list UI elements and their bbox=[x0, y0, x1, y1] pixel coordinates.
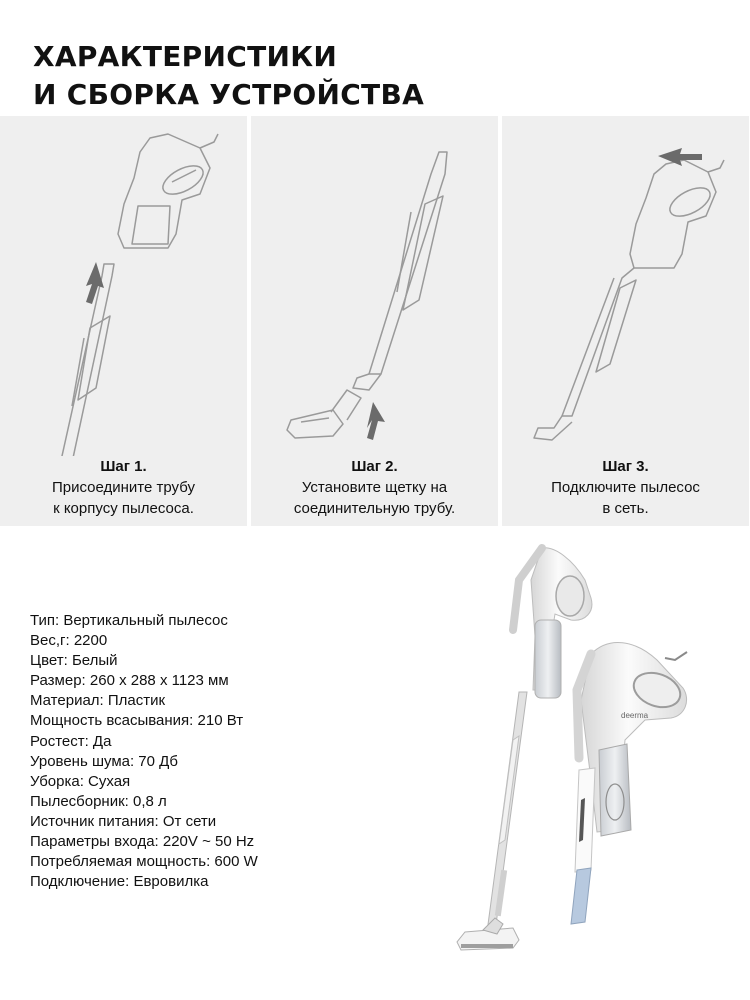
step-3-title: Шаг 3. bbox=[602, 458, 649, 475]
spec-color: Цвет: Белый bbox=[30, 652, 118, 670]
spec-power-source: Источник питания: От сети bbox=[30, 812, 217, 830]
arrow-up-icon bbox=[367, 402, 385, 440]
vacuum-handle-loop bbox=[665, 182, 714, 222]
handheld-vacuum bbox=[571, 643, 687, 924]
power-cord bbox=[708, 160, 724, 172]
step-3-description: Подключите пылесос в сеть. bbox=[551, 479, 700, 517]
title-line-2: И СБОРКА УСТРОЙСТВА bbox=[33, 78, 425, 111]
step-1-description: Присоедините трубу к корпусу пылесоса. bbox=[51, 479, 195, 517]
arrow-up-icon bbox=[86, 262, 104, 304]
specs-list bbox=[30, 611, 258, 892]
spec-input: Параметры входа: 220V ~ 50 Hz bbox=[30, 833, 255, 851]
power-cord bbox=[665, 652, 687, 660]
spec-cleaning: Уборка: Сухая bbox=[30, 772, 131, 790]
spec-suction-power: Мощность всасывания: 210 Вт bbox=[30, 712, 244, 730]
spec-dust-container: Пылесборник: 0,8 л bbox=[30, 792, 167, 810]
step-2-title: Шаг 2. bbox=[351, 458, 398, 475]
vacuum-product-image bbox=[395, 540, 715, 980]
brand-logo: deerma bbox=[621, 711, 649, 720]
step-3-caption bbox=[502, 456, 749, 519]
brush-head-outline bbox=[287, 410, 343, 438]
spec-noise-level: Уровень шума: 70 Дб bbox=[30, 752, 178, 770]
power-cord bbox=[200, 134, 218, 148]
title-line-1: ХАРАКТЕРИСТИКИ bbox=[33, 40, 338, 73]
arrow-left-icon bbox=[658, 148, 702, 166]
tube-outline bbox=[562, 268, 634, 416]
spec-rostest: Ростест: Да bbox=[30, 732, 112, 750]
brush-head-outline bbox=[534, 416, 572, 440]
stick-vacuum bbox=[457, 548, 592, 950]
step-3-panel bbox=[502, 116, 749, 526]
spec-weight: Вес,г: 2200 bbox=[30, 632, 108, 650]
spec-power-consumption: Потребляемая мощность: 600 W bbox=[30, 853, 258, 871]
spec-material: Материал: Пластик bbox=[30, 692, 166, 710]
step-1-panel bbox=[0, 116, 247, 526]
tube-outline bbox=[369, 152, 447, 374]
step-1-caption bbox=[0, 456, 247, 519]
step-2-panel bbox=[251, 116, 498, 526]
spec-connection: Подключение: Евровилка bbox=[30, 873, 209, 891]
handle-grip-icon bbox=[556, 576, 584, 616]
assembly-steps bbox=[0, 116, 750, 526]
page-title bbox=[33, 38, 424, 114]
spec-size: Размер: 260 х 288 х 1123 мм bbox=[30, 672, 229, 690]
step-2-description: Установите щетку на соединительную трубу. bbox=[293, 479, 456, 517]
spec-type: Тип: Вертикальный пылесос bbox=[30, 612, 228, 629]
step-3-illustration bbox=[502, 116, 750, 456]
step-1-title: Шаг 1. bbox=[100, 458, 147, 475]
step-2-caption bbox=[251, 456, 498, 519]
step-2-illustration bbox=[251, 116, 498, 456]
step-1-illustration bbox=[0, 116, 247, 456]
crevice-nozzle bbox=[571, 868, 591, 924]
